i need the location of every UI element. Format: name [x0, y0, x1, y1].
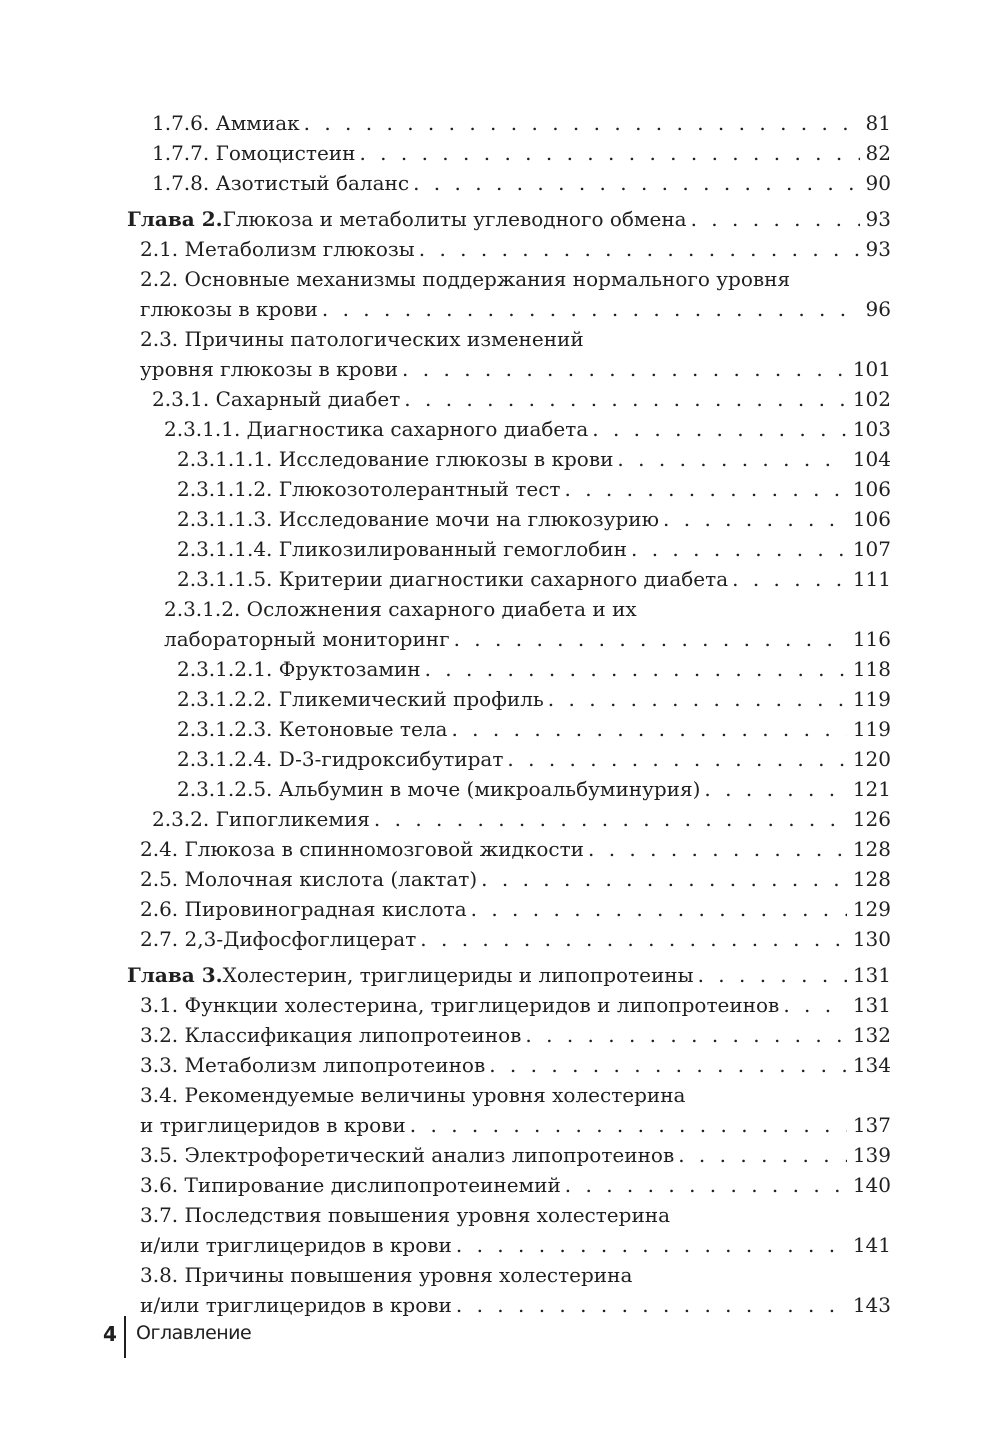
toc-page-number: 120 — [852, 747, 891, 771]
toc-entry-title: 2.3.1.1.3. Исследование мочи на глюкозурию — [177, 507, 660, 531]
toc-entry-title: и/или триглицеридов в крови — [140, 1293, 452, 1317]
toc-entry-line — [140, 324, 891, 354]
toc-page-number: 128 — [852, 867, 891, 891]
toc-entry-title: 2.6. Пировиноградная кислота — [140, 897, 467, 921]
toc-page-number: 137 — [852, 1113, 891, 1137]
toc-entry-line — [164, 624, 891, 654]
dot-leader — [678, 1140, 847, 1170]
toc-page-number: 103 — [852, 417, 891, 441]
toc-entry — [140, 1080, 891, 1140]
toc-entry — [140, 894, 891, 924]
dot-leader — [420, 924, 847, 954]
toc-entry — [140, 990, 891, 1020]
toc-entry — [177, 684, 891, 714]
toc-entry-line — [140, 294, 891, 324]
toc-entry-line — [140, 1260, 891, 1290]
toc-page-number: 101 — [852, 357, 891, 381]
page-number: 4 — [103, 1322, 117, 1346]
toc-entry — [177, 774, 891, 804]
toc-entry-line — [140, 1050, 891, 1080]
toc-entry-line — [177, 744, 891, 774]
toc-entry-title: 2.3.1.1.5. Критерии диагностики сахарного диабета — [177, 567, 729, 591]
toc-entry — [177, 714, 891, 744]
toc-entry — [177, 654, 891, 684]
toc-entry-title: 2.3.1.1.4. Гликозилированный гемоглобин — [177, 537, 627, 561]
dot-leader — [404, 384, 847, 414]
toc-page-number: 107 — [852, 537, 891, 561]
toc-page-number: 119 — [852, 717, 891, 741]
toc-entry-line — [177, 684, 891, 714]
toc-entry-line — [177, 564, 891, 594]
toc-entry-line — [127, 204, 891, 234]
dot-leader — [359, 138, 859, 168]
toc-page-number: 118 — [852, 657, 891, 681]
toc-page-number: 141 — [852, 1233, 891, 1257]
toc-entry-line — [177, 534, 891, 564]
toc-page-number: 121 — [852, 777, 891, 801]
toc-entry-line — [152, 168, 891, 198]
toc-entry — [177, 504, 891, 534]
toc-entry-title: 2.5. Молочная кислота (лактат) — [140, 867, 478, 891]
toc-entry-line — [140, 924, 891, 954]
toc-entry — [177, 474, 891, 504]
toc-page-number: 143 — [852, 1293, 891, 1317]
toc-entry-line — [177, 444, 891, 474]
toc-entry — [140, 1170, 891, 1200]
toc-entry — [140, 834, 891, 864]
toc-page-number: 106 — [852, 477, 891, 501]
toc-entry-title: 2.3.1.1. Диагностика сахарного диабета — [164, 417, 589, 441]
toc-entry-line — [152, 384, 891, 414]
dot-leader — [617, 444, 846, 474]
toc-entry — [140, 264, 891, 324]
table-of-contents — [0, 108, 1000, 1320]
dot-leader — [451, 714, 846, 744]
toc-page-number: 129 — [852, 897, 891, 921]
toc-page-number: 102 — [852, 387, 891, 411]
page-footer — [0, 1316, 400, 1358]
toc-entry — [152, 138, 891, 168]
dot-leader — [481, 864, 847, 894]
dot-leader — [588, 834, 847, 864]
dot-leader — [592, 414, 847, 444]
toc-entry — [140, 234, 891, 264]
toc-entry-line — [140, 354, 891, 384]
toc-entry-line — [164, 414, 891, 444]
toc-entry-line — [152, 108, 891, 138]
toc-entry-title: 2.2. Основные механизмы поддержания нормального уровня — [140, 267, 791, 291]
toc-page-number: 134 — [852, 1053, 891, 1077]
toc-entry-line — [140, 1140, 891, 1170]
dot-leader — [304, 108, 860, 138]
toc-entry-title: 3.1. Функции холестерина, триглицеридов и липопротеинов — [140, 993, 780, 1017]
toc-entry-title: Глюкоза и метаболиты углеводного обмена — [222, 207, 687, 231]
toc-entry-title: уровня глюкозы в крови — [140, 357, 399, 381]
toc-entry-title: 2.3.1.2. Осложнения сахарного диабета и их — [164, 597, 637, 621]
toc-page-number: 93 — [865, 207, 891, 231]
toc-chapter-entry — [127, 204, 891, 234]
toc-page-number: 126 — [852, 807, 891, 831]
toc-entry-title: и триглицеридов в крови — [140, 1113, 406, 1137]
dot-leader — [565, 1170, 847, 1200]
toc-page-number: 93 — [865, 237, 891, 261]
dot-leader — [454, 624, 847, 654]
toc-entry — [152, 168, 891, 198]
toc-entry-line — [127, 960, 891, 990]
dot-leader — [732, 564, 847, 594]
toc-entry — [164, 594, 891, 654]
running-title: Оглавление — [136, 1322, 252, 1344]
toc-page-number: 131 — [852, 963, 891, 987]
toc-page-number: 128 — [852, 837, 891, 861]
dot-leader — [565, 474, 847, 504]
toc-entry-title: 2.7. 2,3-Дифосфоглицерат — [140, 927, 417, 951]
toc-page-number: 130 — [852, 927, 891, 951]
dot-leader — [631, 534, 847, 564]
toc-entry-line — [152, 804, 891, 834]
toc-entry — [177, 564, 891, 594]
toc-entry — [177, 534, 891, 564]
dot-leader — [489, 1050, 847, 1080]
toc-page-number: 111 — [852, 567, 891, 591]
toc-entry-title: 2.3.1.2.5. Альбумин в моче (микроальбуминурия) — [177, 777, 701, 801]
dot-leader — [698, 960, 847, 990]
toc-entry-line — [140, 1230, 891, 1260]
toc-entry-line — [177, 714, 891, 744]
toc-entry — [152, 384, 891, 414]
toc-entry-line — [177, 504, 891, 534]
toc-entry-line — [177, 654, 891, 684]
toc-entry-title: 3.7. Последствия повышения уровня холестерина — [140, 1203, 671, 1227]
toc-entry-line — [140, 834, 891, 864]
toc-page-number: 139 — [852, 1143, 891, 1167]
toc-entry-line — [164, 594, 891, 624]
toc-entry-line — [140, 894, 891, 924]
dot-leader — [507, 744, 846, 774]
toc-entry-line — [140, 234, 891, 264]
dot-leader — [471, 894, 847, 924]
toc-page-number: 132 — [852, 1023, 891, 1047]
dot-leader — [704, 774, 846, 804]
toc-entry — [140, 1200, 891, 1260]
toc-entry-title: 2.1. Метаболизм глюкозы — [140, 237, 415, 261]
dot-leader — [425, 654, 847, 684]
toc-entry-title: 3.8. Причины повышения уровня холестерина — [140, 1263, 633, 1287]
toc-page-number: 104 — [852, 447, 891, 471]
toc-entry-title: 2.3.2. Гипогликемия — [152, 807, 370, 831]
toc-page-number: 131 — [852, 993, 891, 1017]
toc-chapter-entry — [127, 960, 891, 990]
toc-entry-title: 2.3.1.2.4. D-3-гидроксибутират — [177, 747, 504, 771]
toc-entry-line — [140, 1080, 891, 1110]
toc-entry — [140, 924, 891, 954]
toc-entry-line — [140, 1200, 891, 1230]
toc-entry-title: 2.3.1.1.2. Глюкозотолерантный тест — [177, 477, 561, 501]
toc-page-number: 140 — [852, 1173, 891, 1197]
chapter-label: Глава 2. — [127, 207, 223, 231]
dot-leader — [663, 504, 847, 534]
dot-leader — [456, 1290, 847, 1320]
toc-entry-title: глюкозы в крови — [140, 297, 318, 321]
toc-entry-line — [140, 864, 891, 894]
toc-entry-line — [140, 1170, 891, 1200]
toc-entry — [140, 1140, 891, 1170]
toc-entry — [140, 1050, 891, 1080]
toc-entry — [152, 804, 891, 834]
toc-entry — [140, 324, 891, 384]
dot-leader — [548, 684, 847, 714]
dot-leader — [413, 168, 859, 198]
toc-entry-title: 3.3. Метаболизм липопротеинов — [140, 1053, 486, 1077]
toc-entry-title: Холестерин, триглицериды и липопротеины — [222, 963, 694, 987]
toc-entry-title: 1.7.6. Аммиак — [152, 111, 300, 135]
toc-entry-title: 3.4. Рекомендуемые величины уровня холестерина — [140, 1083, 686, 1107]
dot-leader — [783, 990, 847, 1020]
toc-entry — [177, 744, 891, 774]
toc-entry — [177, 444, 891, 474]
toc-page-number: 82 — [865, 141, 891, 165]
toc-entry-title: 1.7.8. Азотистый баланс — [152, 171, 410, 195]
toc-page-number: 106 — [852, 507, 891, 531]
dot-leader — [410, 1110, 847, 1140]
dot-leader — [322, 294, 860, 324]
toc-entry-title: 2.4. Глюкоза в спинномозговой жидкости — [140, 837, 584, 861]
toc-entry-title: 2.3.1. Сахарный диабет — [152, 387, 401, 411]
toc-page-number: 119 — [852, 687, 891, 711]
toc-entry-title: 3.6. Типирование дислипопротеинемий — [140, 1173, 561, 1197]
toc-entry-line — [152, 138, 891, 168]
chapter-label: Глава 3. — [127, 963, 223, 987]
toc-entry-title: 3.5. Электрофоретический анализ липопротеинов — [140, 1143, 675, 1167]
dot-leader — [419, 234, 860, 264]
toc-entry-title: лабораторный мониторинг — [164, 627, 450, 651]
dot-leader — [525, 1020, 846, 1050]
toc-entry-line — [140, 264, 891, 294]
dot-leader — [374, 804, 847, 834]
toc-entry-line — [177, 774, 891, 804]
toc-entry — [152, 108, 891, 138]
toc-entry-line — [140, 990, 891, 1020]
toc-entry-title: 3.2. Классификация липопротеинов — [140, 1023, 522, 1047]
toc-page-number: 90 — [865, 171, 891, 195]
toc-page-number: 81 — [865, 111, 891, 135]
toc-entry — [140, 864, 891, 894]
toc-entry-title: 2.3.1.2.3. Кетоновые тела — [177, 717, 448, 741]
dot-leader — [691, 204, 860, 234]
toc-page-number: 96 — [865, 297, 891, 321]
toc-entry-title: и/или триглицеридов в крови — [140, 1233, 452, 1257]
toc-entry-line — [177, 474, 891, 504]
toc-entry — [164, 414, 891, 444]
toc-entry-line — [140, 1110, 891, 1140]
toc-entry-title: 2.3.1.2.2. Гликемический профиль — [177, 687, 544, 711]
toc-entry — [140, 1260, 891, 1320]
dot-leader — [456, 1230, 847, 1260]
toc-entry-title: 2.3. Причины патологических изменений — [140, 327, 584, 351]
toc-entry-line — [140, 1020, 891, 1050]
toc-entry-title: 1.7.7. Гомоцистеин — [152, 141, 356, 165]
toc-entry — [140, 1020, 891, 1050]
dot-leader — [402, 354, 847, 384]
toc-entry-title: 2.3.1.2.1. Фруктозамин — [177, 657, 421, 681]
toc-entry-title: 2.3.1.1.1. Исследование глюкозы в крови — [177, 447, 614, 471]
toc-page-number: 116 — [852, 627, 891, 651]
footer-divider — [124, 1316, 126, 1358]
